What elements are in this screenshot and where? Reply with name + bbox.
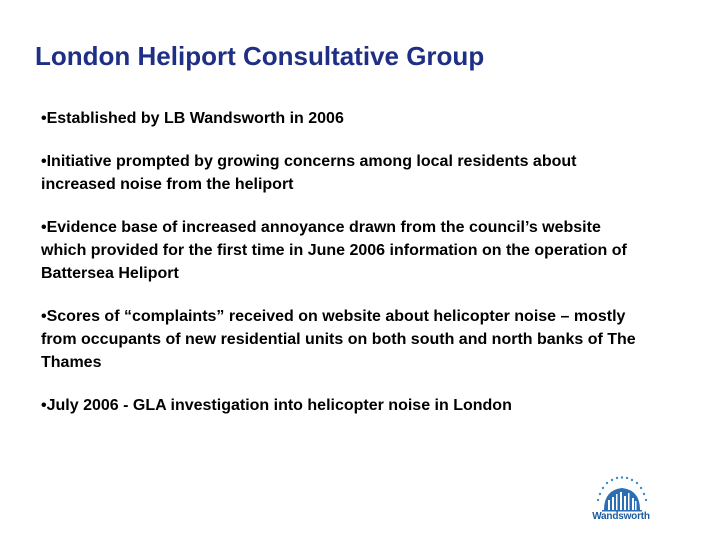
slide-title: London Heliport Consultative Group [35, 41, 485, 71]
wandsworth-emblem-icon [586, 470, 656, 514]
bullet-item: •July 2006 - GLA investigation into helicopter noise in London [41, 397, 512, 414]
bullet-item: •Scores of “complaints” received on website about helicopter noise – mostly from occupants of new residential units on both south and north banks of The Thames [41, 308, 636, 371]
bullet-item: •Established by LB Wandsworth in 2006 [41, 110, 344, 127]
bullet-list [41, 107, 641, 437]
bullet-item: •Initiative prompted by growing concerns among local residents about increased noise from the heliport [41, 153, 577, 193]
wandsworth-logo [586, 470, 656, 526]
logo-wordmark: Wandsworth [592, 511, 650, 522]
bullet-item: •Evidence base of increased annoyance drawn from the council’s website which provided for the first time in June 2006 information on the operation of Battersea Heliport [41, 219, 627, 282]
